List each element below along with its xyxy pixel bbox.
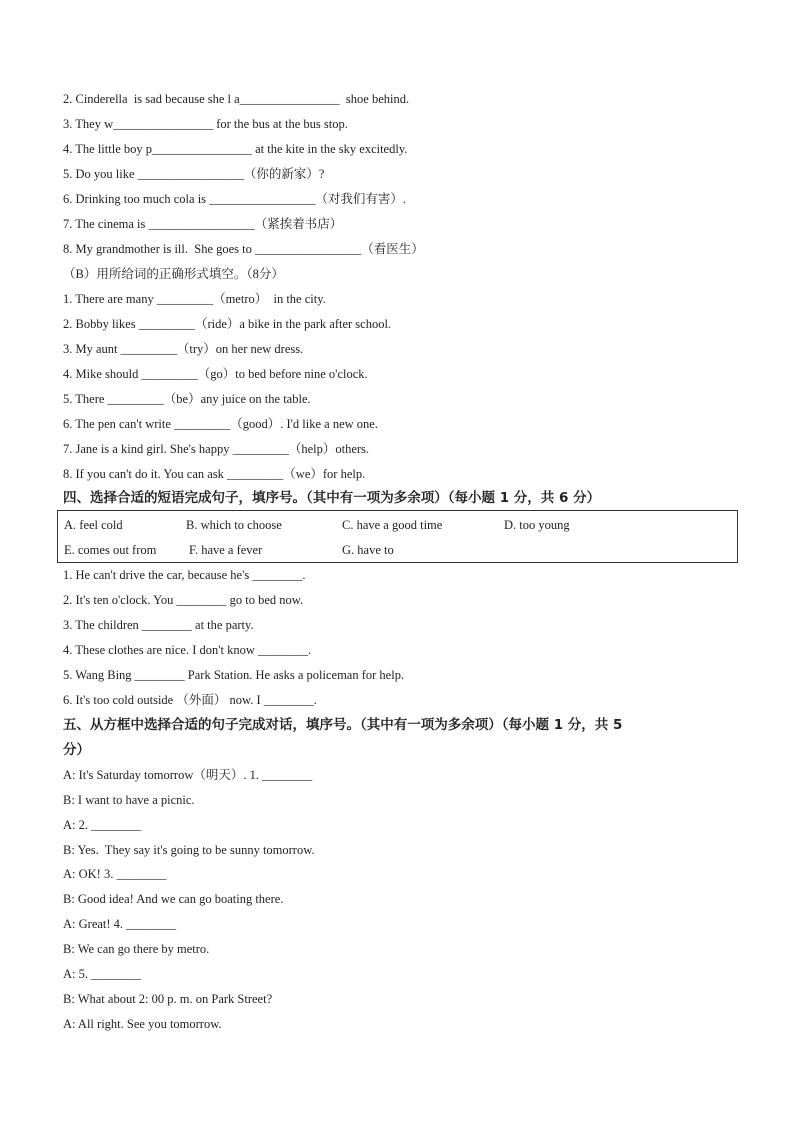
- dialogue-line: B: Yes. They say it's going to be sunny tomorrow.: [63, 843, 315, 857]
- fill-blank-item: 6. Drinking too much cola is _________________（对我们有害）.: [63, 192, 407, 206]
- section-5-title-cont: 分）: [63, 742, 90, 758]
- dialogue-line: A: 2. ________: [63, 818, 142, 832]
- fill-blank-item: 3. They w________________ for the bus at the bus stop.: [63, 117, 348, 131]
- word-form-item: 8. If you can't do it. You can ask _________（we）for help.: [63, 467, 366, 481]
- section-4-title: 四、选择合适的短语完成句子，填序号。（其中有一项为多余项）（每小题 1 分，共 6 分）: [63, 490, 601, 506]
- option-c: C. have a good time: [342, 518, 443, 532]
- option-g: G. have to: [342, 543, 394, 557]
- word-form-item: 2. Bobby likes _________（ride）a bike in the park after school.: [63, 317, 392, 331]
- word-form-item: 7. Jane is a kind girl. She's happy _________（help）others.: [63, 442, 370, 456]
- dialogue-line: B: We can go there by metro.: [63, 942, 210, 956]
- dialogue-line: A: It's Saturday tomorrow（明天）. 1. ________: [63, 768, 313, 782]
- dialogue-line: B: I want to have a picnic.: [63, 793, 195, 807]
- phrase-item: 6. It's too cold outside （外面） now. I ________.: [63, 693, 317, 707]
- fill-blank-item: 2. Cinderella is sad because she l a________________ shoe behind.: [63, 92, 410, 106]
- phrase-item: 5. Wang Bing ________ Park Station. He asks a policeman for help.: [63, 668, 405, 682]
- option-f: F. have a fever: [189, 543, 263, 557]
- word-form-item: 3. My aunt _________（try）on her new dress.: [63, 342, 304, 356]
- word-form-item: 6. The pen can't write _________（good）. I'd like a new one.: [63, 417, 378, 431]
- option-b: B. which to choose: [186, 518, 282, 532]
- word-form-item: 5. There _________（be）any juice on the table.: [63, 392, 311, 406]
- dialogue-line: A: All right. See you tomorrow.: [63, 1017, 222, 1031]
- dialogue-line: B: What about 2: 00 p. m. on Park Street?: [63, 992, 273, 1006]
- phrase-item: 2. It's ten o'clock. You ________ go to bed now.: [63, 593, 304, 607]
- dialogue-line: A: 5. ________: [63, 967, 142, 981]
- option-d: D. too young: [504, 518, 570, 532]
- part-b-title: （B）用所给词的正确形式填空。（8分）: [63, 267, 284, 281]
- fill-blank-item: 8. My grandmother is ill. She goes to _________________（看医生）: [63, 242, 424, 256]
- dialogue-line: B: Good idea! And we can go boating there.: [63, 892, 284, 906]
- fill-blank-item: 5. Do you like _________________（你的新家）?: [63, 167, 325, 181]
- options-box: [57, 510, 738, 563]
- word-form-item: 4. Mike should _________（go）to bed before nine o'clock.: [63, 367, 368, 381]
- phrase-item: 4. These clothes are nice. I don't know ________.: [63, 643, 312, 657]
- section-5-title: 五、从方框中选择合适的句子完成对话，填序号。（其中有一项为多余项）（每小题 1 分，共 5: [63, 717, 623, 733]
- phrase-item: 1. He can't drive the car, because he's ________.: [63, 568, 306, 582]
- fill-blank-item: 7. The cinema is _________________（紧挨着书店）: [63, 217, 343, 231]
- option-a: A. feel cold: [64, 518, 123, 532]
- word-form-item: 1. There are many _________（metro） in the city.: [63, 292, 326, 306]
- dialogue-line: A: OK! 3. ________: [63, 867, 167, 881]
- fill-blank-item: 4. The little boy p________________ at the kite in the sky excitedly.: [63, 142, 408, 156]
- dialogue-line: A: Great! 4. ________: [63, 917, 177, 931]
- option-e: E. comes out from: [64, 543, 157, 557]
- phrase-item: 3. The children ________ at the party.: [63, 618, 254, 632]
